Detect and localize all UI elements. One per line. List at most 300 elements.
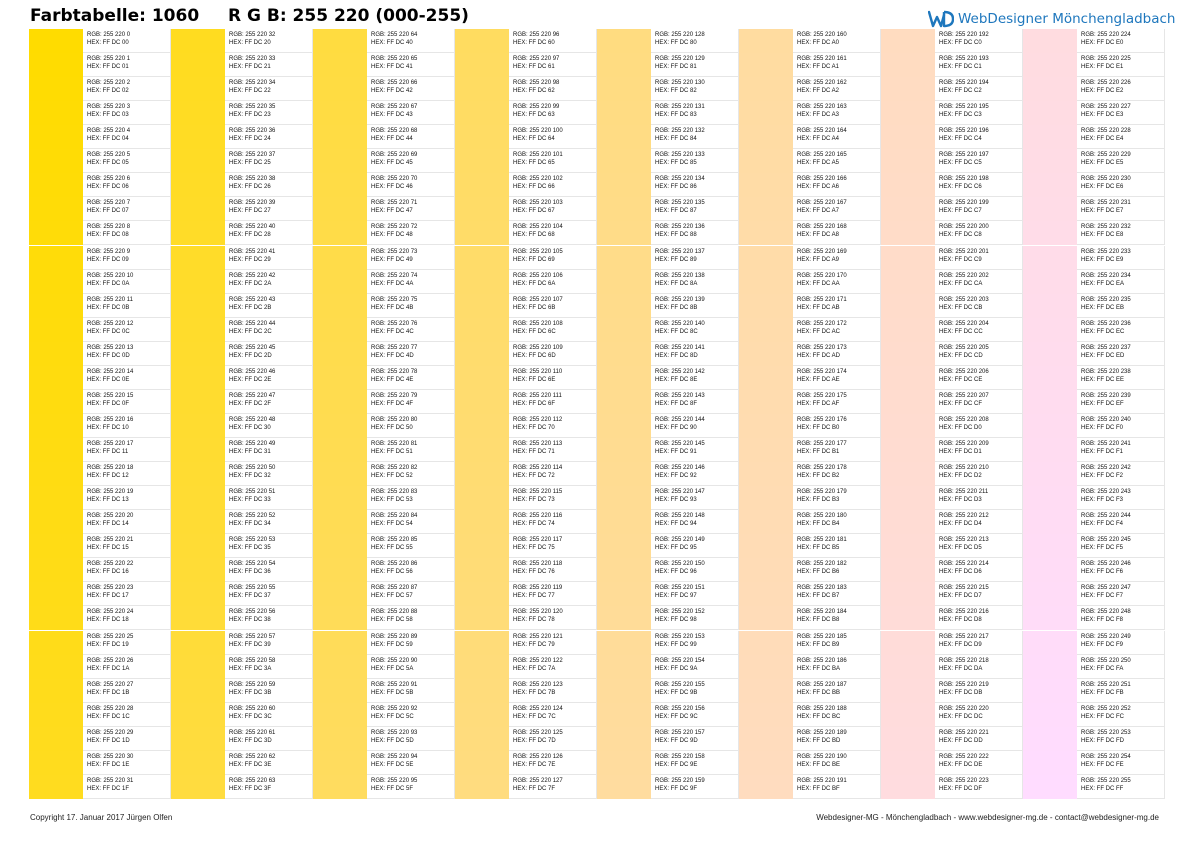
hex-value: HEX: FF DC 87	[655, 208, 697, 215]
color-label	[935, 294, 1023, 318]
color-label	[509, 510, 597, 534]
color-cell	[881, 486, 1023, 510]
color-swatch	[29, 77, 83, 101]
color-label	[1077, 101, 1165, 125]
rgb-value: RGB: 255 220 80	[371, 416, 418, 423]
color-swatch	[171, 606, 225, 630]
rgb-value: RGB: 255 220 211	[939, 489, 989, 496]
color-label	[651, 101, 739, 125]
color-label	[793, 53, 881, 77]
hex-value: HEX: FF DC 0F	[87, 400, 130, 407]
color-swatch	[739, 414, 793, 438]
color-cell	[313, 751, 455, 775]
hex-value: HEX: FF DC 97	[655, 593, 697, 600]
rgb-value: RGB: 255 220 76	[371, 320, 418, 327]
rgb-value: RGB: 255 220 81	[371, 441, 418, 448]
color-label	[83, 582, 171, 606]
color-swatch	[597, 727, 651, 751]
color-cell	[171, 775, 313, 799]
color-label	[651, 510, 739, 534]
hex-value: HEX: FF DC 38	[229, 617, 271, 624]
color-cell	[881, 342, 1023, 366]
color-label	[509, 101, 597, 125]
hex-value: HEX: FF DC 34	[229, 521, 271, 528]
rgb-value: RGB: 255 220 178	[797, 465, 847, 472]
color-swatch	[455, 125, 509, 149]
hex-value: HEX: FF DC 9A	[655, 665, 698, 672]
hex-value: HEX: FF DC 95	[655, 545, 697, 552]
rgb-value: RGB: 255 220 32	[229, 32, 276, 38]
color-cell	[313, 703, 455, 727]
rgb-value: RGB: 255 220 10	[87, 272, 134, 279]
color-cell	[597, 510, 739, 534]
rgb-value: RGB: 255 220 102	[513, 176, 563, 183]
color-swatch	[455, 318, 509, 342]
hex-value: HEX: FF DC 5A	[371, 665, 414, 672]
hex-value: HEX: FF DC 76	[513, 569, 555, 576]
rgb-value: RGB: 255 220 149	[655, 537, 705, 544]
color-label	[651, 125, 739, 149]
color-cell	[597, 173, 739, 197]
rgb-value: RGB: 255 220 191	[797, 777, 847, 784]
color-cell	[313, 53, 455, 77]
color-swatch	[597, 149, 651, 173]
color-cell	[881, 197, 1023, 221]
rgb-value: RGB: 255 220 78	[371, 368, 418, 375]
color-swatch	[313, 149, 367, 173]
color-swatch	[739, 294, 793, 318]
rgb-value: RGB: 255 220 130	[655, 80, 705, 87]
logo[interactable]	[928, 8, 1175, 30]
color-cell	[171, 149, 313, 173]
rgb-value: RGB: 255 220 45	[229, 344, 276, 351]
rgb-value: RGB: 255 220 79	[371, 392, 418, 399]
color-swatch	[29, 149, 83, 173]
color-swatch	[881, 414, 935, 438]
hex-value: HEX: FF DC E1	[1081, 64, 1124, 71]
rgb-value: RGB: 255 220 184	[797, 609, 847, 616]
color-swatch	[171, 751, 225, 775]
color-cell	[881, 582, 1023, 606]
rgb-value: RGB: 255 220 66	[371, 80, 418, 87]
color-label	[509, 53, 597, 77]
rgb-value: RGB: 255 220 253	[1081, 729, 1131, 736]
color-swatch	[455, 149, 509, 173]
color-swatch	[313, 775, 367, 799]
color-swatch	[597, 125, 651, 149]
color-label	[651, 727, 739, 751]
hex-value: HEX: FF DC 77	[513, 593, 555, 600]
color-cell	[455, 486, 597, 510]
color-label	[367, 77, 455, 101]
rgb-value: RGB: 255 220 53	[229, 537, 276, 544]
color-label	[1077, 606, 1165, 630]
hex-value: HEX: FF DC 09	[87, 256, 129, 263]
color-cell	[171, 270, 313, 294]
rgb-value: RGB: 255 220 74	[371, 272, 418, 279]
color-cell	[881, 294, 1023, 318]
hex-value: HEX: FF DC B3	[797, 497, 840, 504]
hex-value: HEX: FF DC 5E	[371, 761, 414, 768]
color-swatch	[313, 221, 367, 245]
hex-value: HEX: FF DC 5C	[371, 713, 414, 720]
hex-value: HEX: FF DC 8B	[655, 304, 698, 311]
rgb-value: RGB: 255 220 41	[229, 248, 276, 255]
hex-value: HEX: FF DC 71	[513, 449, 555, 456]
color-cell	[171, 318, 313, 342]
color-swatch	[881, 366, 935, 390]
color-cell	[1023, 606, 1165, 630]
color-cell	[171, 631, 313, 655]
hex-value: HEX: FF DC 0D	[87, 352, 130, 359]
hex-value: HEX: FF DC 22	[229, 88, 271, 95]
hex-value: HEX: FF DC 85	[655, 160, 697, 167]
color-swatch	[29, 631, 83, 655]
hex-value: HEX: FF DC F3	[1081, 497, 1124, 504]
rgb-value: RGB: 255 220 117	[513, 537, 563, 544]
color-cell	[313, 582, 455, 606]
color-swatch	[597, 751, 651, 775]
color-label	[225, 390, 313, 414]
color-swatch	[881, 246, 935, 270]
hex-value: HEX: FF DC E0	[1081, 40, 1124, 46]
hex-value: HEX: FF DC 31	[229, 449, 271, 456]
hex-value: HEX: FF DC D9	[939, 641, 982, 648]
color-swatch	[313, 29, 367, 53]
rgb-value: RGB: 255 220 148	[655, 513, 705, 520]
color-swatch	[171, 197, 225, 221]
color-swatch	[29, 703, 83, 727]
color-label	[651, 486, 739, 510]
hex-value: HEX: FF DC 40	[371, 40, 413, 46]
color-swatch	[881, 462, 935, 486]
color-cell	[171, 462, 313, 486]
color-cell	[1023, 679, 1165, 703]
hex-value: HEX: FF DC 0E	[87, 376, 130, 383]
color-swatch	[29, 101, 83, 125]
color-swatch	[881, 582, 935, 606]
hex-value: HEX: FF DC 2B	[229, 304, 272, 311]
color-swatch	[29, 270, 83, 294]
color-label	[1077, 197, 1165, 221]
color-cell	[739, 703, 881, 727]
color-swatch	[313, 318, 367, 342]
hex-value: HEX: FF DC 41	[371, 64, 413, 71]
color-label	[1077, 582, 1165, 606]
rgb-value: RGB: 255 220 59	[229, 681, 276, 688]
color-label	[367, 270, 455, 294]
hex-value: HEX: FF DC 29	[229, 256, 271, 263]
color-cell	[739, 655, 881, 679]
color-cell	[313, 558, 455, 582]
color-cell	[171, 679, 313, 703]
hex-value: HEX: FF DC AB	[797, 304, 840, 311]
color-swatch	[455, 270, 509, 294]
color-swatch	[171, 679, 225, 703]
rgb-value: RGB: 255 220 206	[939, 368, 989, 375]
hex-value: HEX: FF DC 67	[513, 208, 555, 215]
rgb-value: RGB: 255 220 69	[371, 152, 418, 159]
color-label	[83, 751, 171, 775]
rgb-value: RGB: 255 220 141	[655, 344, 705, 351]
hex-value: HEX: FF DC B7	[797, 593, 840, 600]
color-cell	[739, 390, 881, 414]
color-label	[225, 149, 313, 173]
color-swatch	[881, 438, 935, 462]
hex-value: HEX: FF DC 17	[87, 593, 129, 600]
color-label	[83, 53, 171, 77]
color-swatch	[171, 221, 225, 245]
color-label	[793, 101, 881, 125]
color-cell	[313, 775, 455, 799]
hex-value: HEX: FF DC 9B	[655, 689, 698, 696]
rgb-value: RGB: 255 220 48	[229, 416, 276, 423]
color-cell	[597, 462, 739, 486]
color-cell	[597, 294, 739, 318]
color-label	[225, 366, 313, 390]
color-swatch	[171, 149, 225, 173]
rgb-value: RGB: 255 220 34	[229, 80, 276, 87]
color-label	[509, 775, 597, 799]
color-cell	[739, 606, 881, 630]
rgb-value: RGB: 255 220 252	[1081, 705, 1131, 712]
color-label	[651, 631, 739, 655]
color-label	[793, 679, 881, 703]
hex-value: HEX: FF DC EF	[1081, 400, 1124, 407]
color-cell	[597, 655, 739, 679]
color-swatch	[597, 197, 651, 221]
color-cell	[739, 294, 881, 318]
rgb-value: RGB: 255 220 165	[797, 152, 847, 159]
color-swatch	[29, 679, 83, 703]
rgb-value: RGB: 255 220 132	[655, 128, 705, 135]
rgb-value: RGB: 255 220 254	[1081, 753, 1131, 760]
color-cell	[171, 197, 313, 221]
color-label	[509, 679, 597, 703]
color-swatch	[881, 727, 935, 751]
rgb-value: RGB: 255 220 37	[229, 152, 276, 159]
rgb-value: RGB: 255 220 40	[229, 224, 276, 231]
color-label	[651, 77, 739, 101]
color-cell	[1023, 342, 1165, 366]
color-cell	[29, 149, 171, 173]
color-table	[29, 29, 1163, 799]
rgb-value: RGB: 255 220 18	[87, 465, 134, 472]
color-label	[367, 366, 455, 390]
color-cell	[597, 101, 739, 125]
hex-value: HEX: FF DC 55	[371, 545, 413, 552]
color-cell	[739, 246, 881, 270]
color-cell	[597, 703, 739, 727]
color-label	[225, 582, 313, 606]
color-swatch	[171, 438, 225, 462]
hex-value: HEX: FF DC 89	[655, 256, 697, 263]
rgb-value: RGB: 255 220 227	[1081, 104, 1131, 111]
color-swatch	[881, 197, 935, 221]
color-swatch	[739, 703, 793, 727]
color-swatch	[1023, 679, 1077, 703]
color-cell	[739, 510, 881, 534]
rgb-value: RGB: 255 220 181	[797, 537, 847, 544]
color-cell	[171, 534, 313, 558]
hex-value: HEX: FF DC 5B	[371, 689, 414, 696]
color-swatch	[739, 534, 793, 558]
rgb-value: RGB: 255 220 220	[939, 705, 989, 712]
rgb-value: RGB: 255 220 232	[1081, 224, 1131, 231]
rgb-value: RGB: 255 220 49	[229, 441, 276, 448]
rgb-value: RGB: 255 220 133	[655, 152, 705, 159]
rgb-value: RGB: 255 220 73	[371, 248, 418, 255]
hex-value: HEX: FF DC 8A	[655, 280, 698, 287]
color-swatch	[455, 294, 509, 318]
color-swatch	[881, 270, 935, 294]
color-cell	[1023, 558, 1165, 582]
rgb-value: RGB: 255 220 129	[655, 56, 705, 63]
hex-value: HEX: FF DC E2	[1081, 88, 1124, 95]
color-label	[1077, 270, 1165, 294]
color-label	[367, 342, 455, 366]
color-swatch	[597, 318, 651, 342]
color-label	[225, 318, 313, 342]
color-label	[1077, 149, 1165, 173]
hex-value: HEX: FF DC 35	[229, 545, 271, 552]
color-cell	[455, 534, 597, 558]
rgb-value: RGB: 255 220 47	[229, 392, 276, 399]
color-cell	[455, 390, 597, 414]
color-cell	[881, 414, 1023, 438]
hex-value: HEX: FF DC DF	[939, 785, 982, 792]
color-swatch	[29, 173, 83, 197]
color-label	[1077, 655, 1165, 679]
hex-value: HEX: FF DC A3	[797, 112, 840, 119]
color-cell	[597, 149, 739, 173]
hex-value: HEX: FF DC 32	[229, 473, 271, 480]
color-cell	[597, 270, 739, 294]
rgb-value: RGB: 255 220 223	[939, 777, 989, 784]
rgb-value: RGB: 255 220 173	[797, 344, 847, 351]
color-cell	[881, 149, 1023, 173]
color-cell	[313, 534, 455, 558]
color-swatch	[1023, 606, 1077, 630]
color-swatch	[1023, 703, 1077, 727]
color-swatch	[171, 631, 225, 655]
color-cell	[455, 582, 597, 606]
rgb-value: RGB: 255 220 23	[87, 585, 134, 592]
color-cell	[881, 77, 1023, 101]
color-cell	[29, 77, 171, 101]
hex-value: HEX: FF DC BC	[797, 713, 841, 720]
color-swatch	[29, 558, 83, 582]
rgb-value: RGB: 255 220 212	[939, 513, 989, 520]
color-swatch	[171, 173, 225, 197]
color-swatch	[1023, 221, 1077, 245]
color-swatch	[881, 221, 935, 245]
hex-value: HEX: FF DC 05	[87, 160, 129, 167]
color-swatch	[171, 510, 225, 534]
color-cell	[597, 438, 739, 462]
color-cell	[171, 294, 313, 318]
color-label	[793, 149, 881, 173]
hex-value: HEX: FF DC 59	[371, 641, 413, 648]
hex-value: HEX: FF DC FA	[1081, 665, 1124, 672]
color-cell	[597, 727, 739, 751]
color-cell	[597, 414, 739, 438]
color-cell	[881, 29, 1023, 53]
color-cell	[1023, 101, 1165, 125]
color-swatch	[313, 53, 367, 77]
hex-value: HEX: FF DC 13	[87, 497, 129, 504]
rgb-value: RGB: 255 220 194	[939, 80, 989, 87]
rgb-value: RGB: 255 220 105	[513, 248, 563, 255]
color-cell	[313, 77, 455, 101]
hex-value: HEX: FF DC 14	[87, 521, 129, 528]
color-cell	[29, 631, 171, 655]
hex-value: HEX: FF DC A1	[797, 64, 840, 71]
rgb-value: RGB: 255 220 217	[939, 633, 989, 640]
rgb-value: RGB: 255 220 38	[229, 176, 276, 183]
color-label	[793, 318, 881, 342]
rgb-value: RGB: 255 220 239	[1081, 392, 1131, 399]
color-cell	[1023, 510, 1165, 534]
color-label	[651, 149, 739, 173]
color-label	[225, 77, 313, 101]
hex-value: HEX: FF DC 50	[371, 424, 413, 431]
hex-value: HEX: FF DC 52	[371, 473, 413, 480]
color-cell	[171, 221, 313, 245]
rgb-value: RGB: 255 220 152	[655, 609, 705, 616]
color-swatch	[881, 149, 935, 173]
color-label	[935, 197, 1023, 221]
hex-value: HEX: FF DC 8D	[655, 352, 698, 359]
color-swatch	[739, 318, 793, 342]
color-cell	[455, 703, 597, 727]
hex-value: HEX: FF DC 92	[655, 473, 697, 480]
color-swatch	[1023, 53, 1077, 77]
color-cell	[881, 125, 1023, 149]
color-cell	[1023, 775, 1165, 799]
color-label	[935, 703, 1023, 727]
hex-value: HEX: FF DC 3A	[229, 665, 272, 672]
color-label	[935, 414, 1023, 438]
color-swatch	[1023, 751, 1077, 775]
rgb-value: RGB: 255 220 46	[229, 368, 276, 375]
color-label	[83, 246, 171, 270]
hex-value: HEX: FF DC 7F	[513, 785, 556, 792]
color-swatch	[29, 366, 83, 390]
rgb-value: RGB: 255 220 118	[513, 561, 563, 568]
color-swatch	[455, 173, 509, 197]
rgb-value: RGB: 255 220 52	[229, 513, 276, 520]
hex-value: HEX: FF DC 19	[87, 641, 129, 648]
color-cell	[29, 29, 171, 53]
color-cell	[597, 534, 739, 558]
color-label	[225, 606, 313, 630]
color-cell	[597, 390, 739, 414]
hex-value: HEX: FF DC 80	[655, 40, 697, 46]
color-label	[225, 775, 313, 799]
color-swatch	[313, 655, 367, 679]
color-cell	[739, 679, 881, 703]
color-swatch	[1023, 631, 1077, 655]
color-swatch	[29, 486, 83, 510]
rgb-value: RGB: 255 220 43	[229, 296, 276, 303]
color-cell	[29, 582, 171, 606]
hex-value: HEX: FF DC 9D	[655, 737, 698, 744]
color-label	[83, 462, 171, 486]
rgb-value: RGB: 255 220 159	[655, 777, 705, 784]
color-label	[793, 703, 881, 727]
rgb-value: RGB: 255 220 154	[655, 657, 705, 664]
